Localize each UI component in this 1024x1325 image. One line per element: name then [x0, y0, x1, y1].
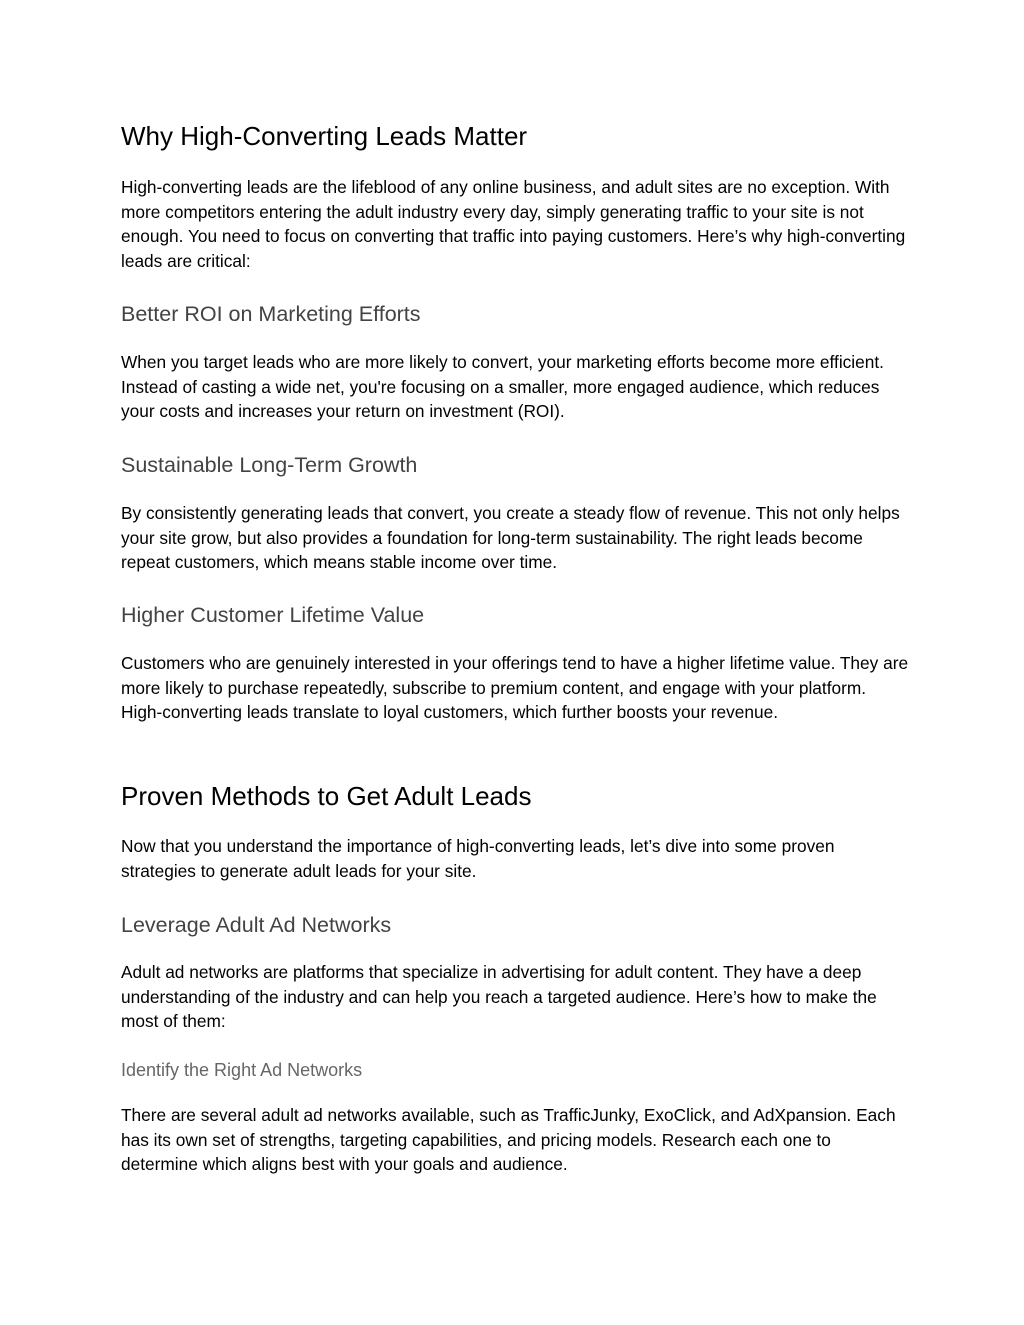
heading-sustainable-growth: Sustainable Long-Term Growth: [121, 453, 418, 477]
heading-better-roi: Better ROI on Marketing Efforts: [121, 302, 421, 326]
paragraph-sustainable-growth: By consistently generating leads that convert, you create a steady flow of revenue. This not only helps your site grow, but also provides a foundation for long-term sustainability. The right leads become repeat customers, which means stable income over time.: [121, 503, 900, 573]
heading-proven-methods: Proven Methods to Get Adult Leads: [121, 781, 532, 811]
heading-why-high-converting-leads-matter: Why High-Converting Leads Matter: [121, 121, 528, 151]
heading-customer-lifetime-value: Higher Customer Lifetime Value: [121, 603, 425, 627]
paragraph-adult-ad-networks: Adult ad networks are platforms that specialize in advertising for adult content. They have a deep understanding of the industry and can help you reach a targeted audience. Here’s how to make the most of them:: [121, 962, 877, 1032]
paragraph-better-roi: When you target leads who are more likely to convert, your marketing efforts become more efficient. Instead of casting a wide net, you're focusing on a smaller, more engaged audience, which reduces your costs and increases your return on investment (ROI).: [121, 352, 884, 422]
heading-identify-right-networks: Identify the Right Ad Networks: [121, 1060, 363, 1080]
paragraph-why-high-converting-leads-matter: High-converting leads are the lifeblood of any online business, and adult sites are no exception. With more competitors entering the adult industry every day, simply generating traffic to your site is not enough. You need to focus on converting that traffic into paying customers. Here’s why high-converting leads are critical:: [121, 177, 906, 271]
heading-adult-ad-networks: Leverage Adult Ad Networks: [121, 913, 392, 937]
paragraph-customer-lifetime-value: Customers who are genuinely interested in your offerings tend to have a higher lifetime value. They are more likely to purchase repeatedly, subscribe to premium content, and engage with your platform. High-converting leads translate to loyal customers, which further boosts your revenue.: [121, 653, 909, 723]
paragraph-identify-right-networks: There are several adult ad networks available, such as TrafficJunky, ExoClick, and AdXpansion. Each has its own set of strengths, targeting capabilities, and pricing models. Research each one to determine which aligns best with your goals and audience.: [121, 1105, 896, 1175]
paragraph-proven-methods: Now that you understand the importance of high-converting leads, let’s dive into some proven strategies to generate adult leads for your site.: [121, 836, 835, 881]
